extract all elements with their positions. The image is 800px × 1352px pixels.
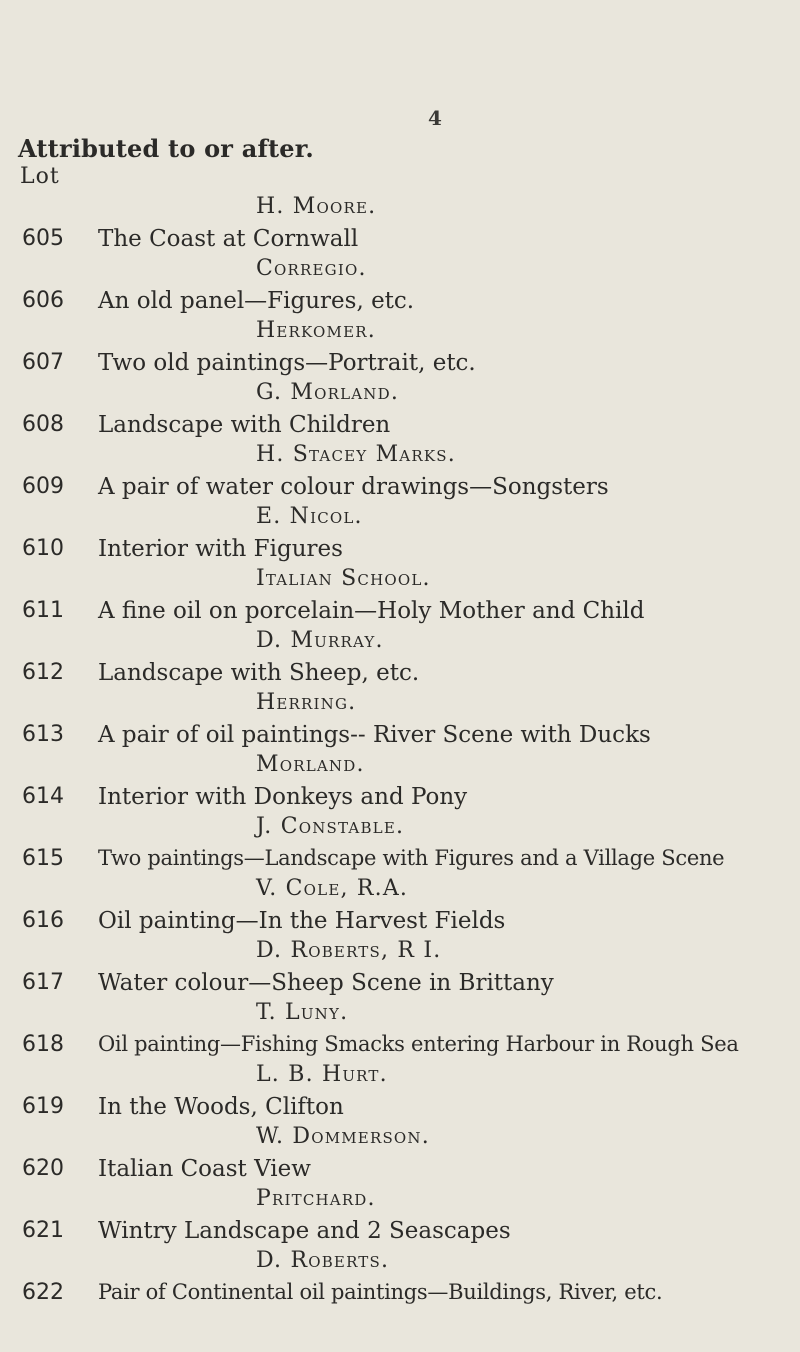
lot-entry [0, 1062, 800, 1124]
artist-name: Morland. [256, 752, 365, 777]
lot-number: 616 [22, 908, 64, 933]
artist-name: J. Constable. [256, 814, 405, 839]
lot-description: Two paintings—Landscape with Figures and a Village Scene [98, 846, 725, 870]
lot-description: Two old paintings—Portrait, etc. [98, 350, 476, 376]
lot-description: A pair of oil paintings-- River Scene with Ducks [98, 722, 651, 748]
lot-description: Interior with Figures [98, 536, 343, 562]
artist-name: D. Roberts. [256, 1248, 390, 1273]
lot-entry [0, 566, 800, 628]
lot-number: 609 [22, 474, 64, 499]
lot-number: 615 [22, 846, 64, 871]
lot-number: 614 [22, 784, 64, 809]
lot-number: 606 [22, 288, 64, 313]
lot-entry [0, 1124, 800, 1186]
lot-description: Water colour—Sheep Scene in Brittany [98, 970, 554, 996]
artist-name: Herkomer. [256, 318, 376, 343]
lot-description: Interior with Donkeys and Pony [98, 784, 468, 810]
artist-name: Corregio. [256, 256, 367, 281]
lot-description: Italian Coast View [98, 1156, 311, 1182]
lot-number: 619 [22, 1094, 64, 1119]
artist-name: E. Nicol. [256, 504, 363, 529]
lot-number: 621 [22, 1218, 64, 1243]
lot-description: A pair of water colour drawings—Songsters [98, 474, 609, 500]
lot-description: Landscape with Children [98, 412, 391, 438]
lot-entry [0, 380, 800, 442]
lot-description: An old panel—Figures, etc. [98, 288, 415, 314]
page-number: 4 [428, 106, 442, 130]
lot-description: Wintry Landscape and 2 Seascapes [98, 1218, 511, 1244]
artist-name: D. Murray. [256, 628, 384, 653]
lot-description: A fine oil on porcelain—Holy Mother and Child [98, 598, 645, 624]
lot-entry [0, 814, 800, 876]
lot-description: Pair of Continental oil paintings—Buildings, River, etc. [98, 1280, 663, 1304]
section-header: Attributed to or after. [18, 134, 314, 163]
lot-entry [0, 194, 800, 256]
artist-name: L. B. Hurt. [256, 1062, 388, 1087]
artist-name: V. Cole, R.A. [256, 876, 409, 901]
lot-description: In the Woods, Clifton [98, 1094, 344, 1120]
lot-number: 617 [22, 970, 64, 995]
lot-entry [0, 1186, 800, 1248]
lot-number: 605 [22, 226, 64, 251]
lot-number: 618 [22, 1032, 64, 1057]
lot-number: 612 [22, 660, 64, 685]
lot-entry [0, 1248, 800, 1310]
lot-number: 611 [22, 598, 64, 623]
lot-entry [0, 442, 800, 504]
lot-column-label: Lot [20, 164, 60, 189]
lot-entry [0, 256, 800, 318]
artist-name: H. Stacey Marks. [256, 442, 456, 467]
lot-entry [0, 504, 800, 566]
lot-description: The Coast at Cornwall [98, 226, 359, 252]
lot-entry [0, 752, 800, 814]
artist-name: T. Luny. [256, 1000, 349, 1025]
lot-entry [0, 628, 800, 690]
artist-name: Italian School. [256, 566, 431, 591]
lot-description: Oil painting—Fishing Smacks entering Harbour in Rough Sea [98, 1032, 739, 1056]
artist-name: Pritchard. [256, 1186, 376, 1211]
artist-name: H. Moore. [256, 194, 377, 219]
lot-number: 622 [22, 1280, 64, 1305]
lot-entry [0, 876, 800, 938]
lot-entry [0, 690, 800, 752]
lot-description: Oil painting—In the Harvest Fields [98, 908, 506, 934]
lot-entry [0, 318, 800, 380]
lot-entry [0, 938, 800, 1000]
lot-number: 620 [22, 1156, 64, 1181]
lot-number: 607 [22, 350, 64, 375]
lot-number: 608 [22, 412, 64, 437]
artist-name: D. Roberts, R I. [256, 938, 442, 963]
lot-entry [0, 1000, 800, 1062]
artist-name: G. Morland. [256, 380, 400, 405]
artist-name: W. Dommerson. [256, 1124, 430, 1149]
lot-number: 613 [22, 722, 64, 747]
lot-number: 610 [22, 536, 64, 561]
artist-name: Herring. [256, 690, 357, 715]
lot-description: Landscape with Sheep, etc. [98, 660, 420, 686]
